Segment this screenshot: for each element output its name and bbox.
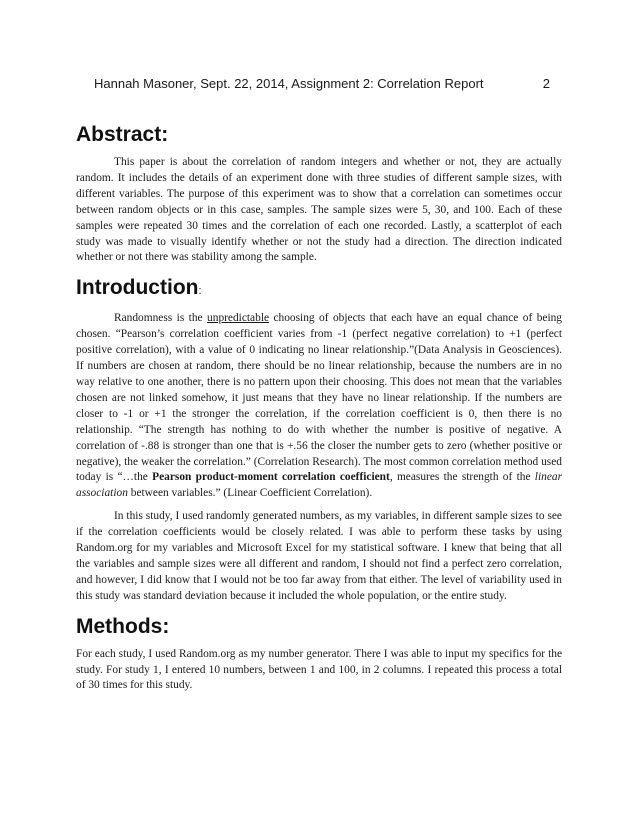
page-header xyxy=(94,76,550,91)
abstract-paragraph: This paper is about the correlation of random integers and whether or not, they are actually random. It includes the details of an experiment done with three studies of different sample sizes, with different variables. The purpose of this experiment was to show that a correlation can sometimes occur between random objects or in this case, samples. The sample sizes were 5, 30, and 100. Each of these samples were repeated 30 times and the correlation of each one recorded. Lastly, a scatterplot of each study was made to visually identify whether or not the study had a direction. The direction indicated whether or not there was stability among the sample. xyxy=(76,156,562,264)
introduction-heading-text: Introduction xyxy=(76,276,199,300)
intro-p1-underlined: unpredictable xyxy=(207,312,270,325)
intro-p1-text-a: Randomness is the xyxy=(114,312,208,325)
document-body xyxy=(76,122,562,694)
page-number: 2 xyxy=(542,76,550,91)
introduction-paragraph-1 xyxy=(76,311,562,502)
abstract-heading: Abstract: xyxy=(76,123,169,146)
introduction-paragraph-2: In this study, I used randomly generated numbers, as my variables, in different sample sizes to see if the correlation coefficients would be closely related. I was able to perform these tasks by using Random.org for my variables and Microsoft Excel for my statistical software. I knew that being that all the variables and sample sizes were all different and random, I should not find a perfect zero correlation, and however, I did know that I would not be too far away from that either. The level of variability used in this study was standard deviation because it included the whole population, or the entire study. xyxy=(76,510,562,602)
introduction-heading-colon: : xyxy=(198,285,202,298)
methods-paragraph: For each study, I used Random.org as my number generator. There I was able to input my specifics for the study. For study 1, I entered 10 numbers, between 1 and 100, in 2 columns. I repeated this process a total of 30 times for this study. xyxy=(76,647,562,692)
intro-p1-text-b: choosing of objects that each have an equal chance of being chosen. “Pearson’s correlation coefficient varies from -1 (perfect negative correlation) to +1 (perfect positive correlation), with a value of 0 indicating no linear relationship.”(Data Analysis in Geosciences). If numbers are chosen at random, there should be no linear relationship, because the numbers are in no way relative to one another, there is no pattern upon their choosing. This does not mean that the variables chosen are not linked somehow, it just means that they have no linear relationship. If the numbers are closer to -1 or +1 the stronger the correlation, if the correlation coefficient is 0, then there is no relationship. “The strength has nothing to do with whether the number is positive of negative. A correlation of -.88 is stronger than one that is +.56 the closer the number gets to zero (whether positive or negative), the weaker the correlation.” (Correlation Research). The most common correlation method used today is “…the xyxy=(76,312,562,484)
introduction-heading xyxy=(76,275,562,304)
intro-p1-italic: linear association xyxy=(76,471,563,500)
header-title: Hannah Masoner, Sept. 22, 2014, Assignment 2: Correlation Report xyxy=(94,76,484,91)
intro-p1-text-c: , measures the strength of the xyxy=(389,471,535,484)
intro-p1-bold: Pearson product-moment correlation coefficient xyxy=(152,471,390,484)
methods-heading: Methods: xyxy=(76,614,170,638)
intro-p1-text-d: between variables.” (Linear Coefficient Correlation). xyxy=(127,487,373,500)
